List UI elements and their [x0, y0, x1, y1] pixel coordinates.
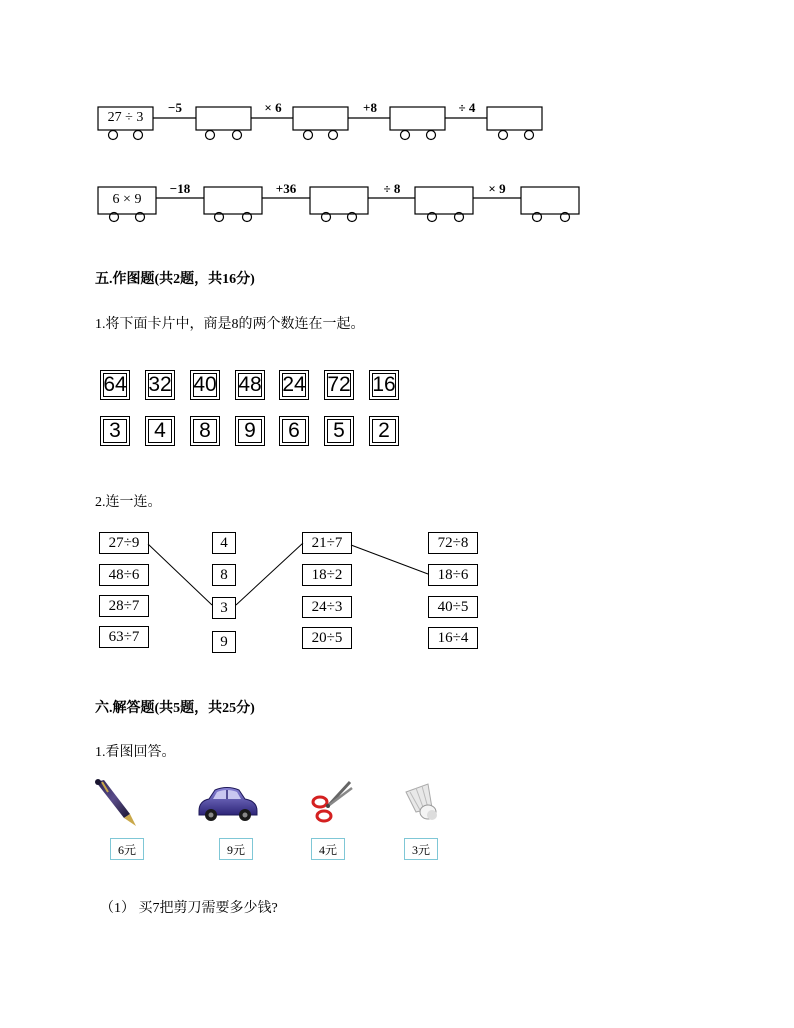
train-2-start: 6 × 9 [112, 192, 142, 207]
expression-box[interactable]: 18÷2 [302, 564, 352, 586]
section-6-q1: 1.看图回答。 [95, 745, 176, 760]
card[interactable]: 9 [235, 416, 265, 446]
expression-box[interactable]: 20÷5 [302, 627, 352, 649]
match-line [351, 545, 428, 574]
train-1-op-3: +8 [363, 100, 377, 115]
number-box[interactable]: 3 [212, 597, 236, 619]
train-1-op-1: −5 [168, 100, 182, 115]
train-1-op-4: ÷ 4 [458, 100, 476, 115]
card[interactable]: 5 [324, 416, 354, 446]
train-2-op-3: ÷ 8 [383, 181, 401, 196]
train-2-op-2: +36 [275, 181, 297, 196]
pen-icon [92, 778, 138, 828]
number-box[interactable]: 9 [212, 631, 236, 653]
card[interactable]: 16 [369, 370, 399, 400]
section-5-title: 五.作图题(共2题，共16分) [95, 272, 255, 287]
shuttlecock-icon [402, 782, 446, 824]
car-icon [195, 785, 261, 823]
price-label-shuttlecock: 3元 [404, 838, 438, 860]
card[interactable]: 40 [190, 370, 220, 400]
expression-box[interactable]: 28÷7 [99, 595, 149, 617]
price-label-scissors: 4元 [311, 838, 345, 860]
match-line [236, 543, 303, 605]
card[interactable]: 2 [369, 416, 399, 446]
expression-box[interactable]: 63÷7 [99, 626, 149, 648]
expression-box[interactable]: 72÷8 [428, 532, 478, 554]
section-6-title: 六.解答题(共5题，共25分) [95, 701, 255, 716]
train-2-op-4: × 9 [488, 181, 506, 196]
train-1-op-2: × 6 [264, 100, 282, 115]
expression-box[interactable]: 16÷4 [428, 627, 478, 649]
card[interactable]: 6 [279, 416, 309, 446]
section-5-q1: 1.将下面卡片中，商是8的两个数连在一起。 [95, 317, 365, 332]
expression-box[interactable]: 48÷6 [99, 564, 149, 586]
match-line [148, 544, 212, 605]
card[interactable]: 3 [100, 416, 130, 446]
number-box[interactable]: 8 [212, 564, 236, 586]
section-5-q2: 2.连一连。 [95, 495, 162, 510]
card[interactable]: 8 [190, 416, 220, 446]
number-box[interactable]: 4 [212, 532, 236, 554]
expression-box[interactable]: 21÷7 [302, 532, 352, 554]
card[interactable]: 48 [235, 370, 265, 400]
card[interactable]: 32 [145, 370, 175, 400]
train-1-start: 27 ÷ 3 [107, 110, 144, 125]
expression-box[interactable]: 27÷9 [99, 532, 149, 554]
expression-box[interactable]: 18÷6 [428, 564, 478, 586]
scissors-icon [306, 778, 354, 826]
train-2-op-1: −18 [169, 181, 191, 196]
price-label-pen: 6元 [110, 838, 144, 860]
price-label-car: 9元 [219, 838, 253, 860]
card[interactable]: 72 [324, 370, 354, 400]
expression-box[interactable]: 24÷3 [302, 596, 352, 618]
card[interactable]: 24 [279, 370, 309, 400]
card[interactable]: 4 [145, 416, 175, 446]
card[interactable]: 64 [100, 370, 130, 400]
expression-box[interactable]: 40÷5 [428, 596, 478, 618]
section-6-sub1: （1） 买7把剪刀需要多少钱? [100, 901, 278, 916]
